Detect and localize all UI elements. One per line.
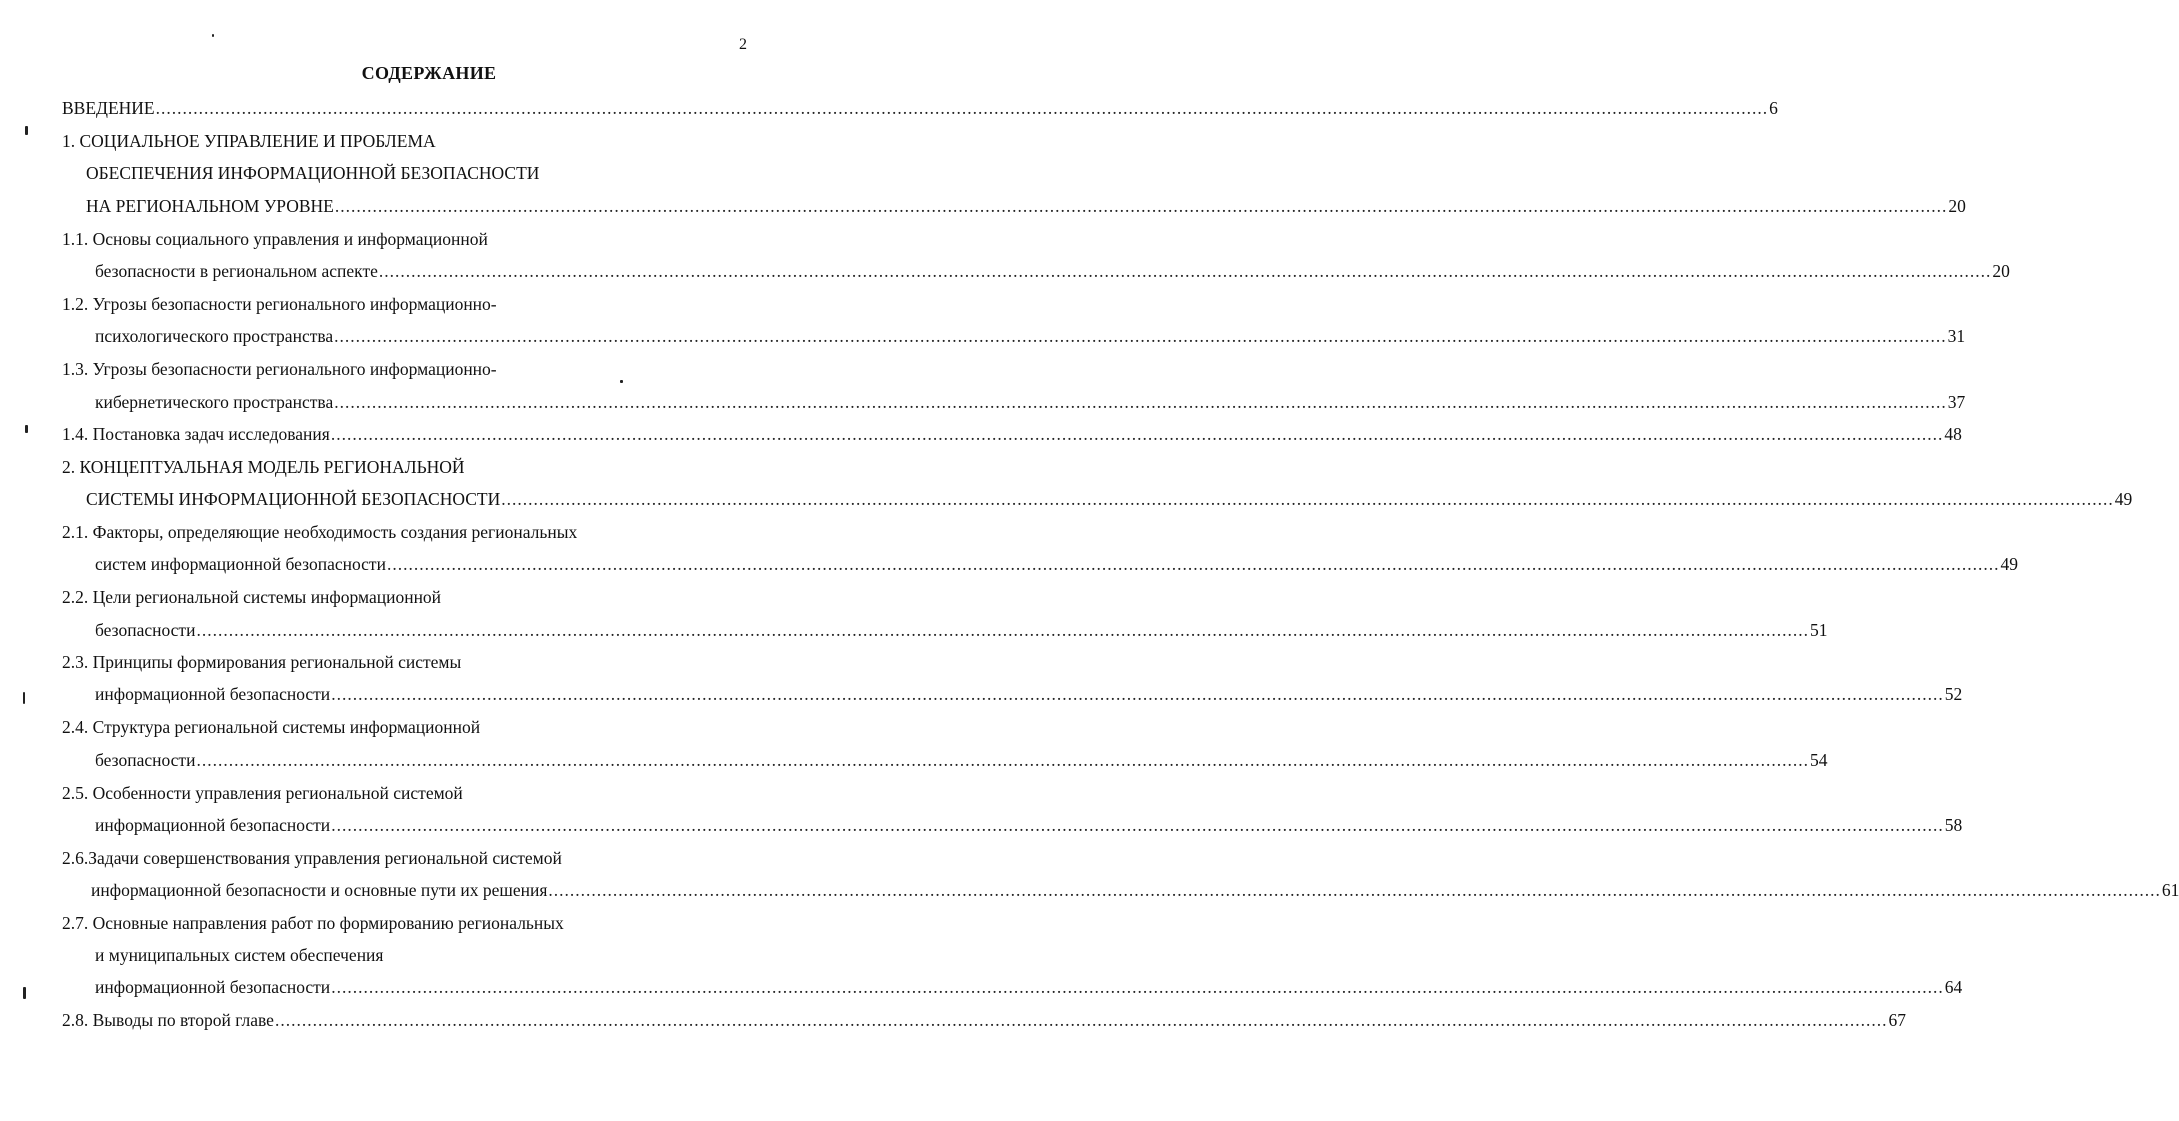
toc-entry: [62, 1008, 1906, 1032]
toc-entry-page-number: 6: [1769, 98, 1778, 118]
dot-leader: ............................................................................................................................................................................................................................................................................................................: [378, 261, 1992, 281]
toc-entry: [95, 975, 1963, 999]
toc-entry: [86, 161, 539, 185]
toc-entry-text: 2.1. Факторы, определяющие необходимость создания региональных: [62, 522, 578, 542]
toc-entry-page-number: 49: [2114, 489, 2133, 509]
toc-entry: [95, 552, 2018, 576]
toc-entry: [62, 292, 497, 316]
toc-entry: [86, 487, 2133, 511]
toc-entry-text: 1.2. Угрозы безопасности регионального информационно-: [62, 294, 497, 314]
dot-leader: ............................................................................................................................................................................................................................................................................................................: [501, 489, 2114, 509]
toc-title: СОДЕРЖАНИЕ: [361, 63, 497, 83]
toc-entry-page-number: 51: [1809, 620, 1828, 640]
toc-entry-text: НА РЕГИОНАЛЬНОМ УРОВНЕ: [86, 196, 334, 216]
toc-entry: [95, 324, 1966, 348]
toc-entry-text: и муниципальных систем обеспечения: [95, 945, 384, 965]
toc-entry: [91, 878, 2179, 902]
toc-entry-page-number: 31: [1947, 326, 1966, 346]
toc-entry-text: систем информационной безопасности: [95, 554, 386, 574]
toc-entry-text: безопасности в региональном аспекте: [95, 261, 378, 281]
toc-entry-text: 2.7. Основные направления работ по формированию региональных: [62, 913, 564, 933]
toc-entry-text: безопасности: [95, 750, 196, 770]
dot-leader: ............................................................................................................................................................................................................................................................................................................: [334, 392, 1947, 412]
toc-entry-page-number: 49: [2000, 554, 2018, 574]
toc-entry-text: 2.2. Цели региональной системы информационной: [62, 587, 442, 607]
dot-leader: ............................................................................................................................................................................................................................................................................................................: [330, 424, 1944, 444]
toc-entry: [62, 911, 564, 935]
dot-leader: ............................................................................................................................................................................................................................................................................................................: [331, 977, 1944, 997]
toc-entry-text: ОБЕСПЕЧЕНИЯ ИНФОРМАЦИОННОЙ БЕЗОПАСНОСТИ: [86, 163, 540, 183]
toc-entry-text: 2.5. Особенности управления региональной системой: [62, 783, 463, 803]
dot-leader: ............................................................................................................................................................................................................................................................................................................: [548, 880, 2161, 900]
toc-entry: [62, 422, 1962, 446]
toc-entry-text: 1.3. Угрозы безопасности регионального информационно-: [62, 359, 497, 379]
scan-mark: [25, 425, 28, 433]
toc-entry: [95, 813, 1963, 837]
toc-entry: [62, 357, 497, 381]
toc-entry: [95, 390, 1966, 414]
scan-mark: [23, 987, 26, 999]
dot-leader: ............................................................................................................................................................................................................................................................................................................: [334, 196, 1948, 216]
toc-entry-page-number: 20: [1992, 261, 2010, 281]
dot-leader: ............................................................................................................................................................................................................................................................................................................: [334, 326, 1947, 346]
toc-entry-text: 1. СОЦИАЛЬНОЕ УПРАВЛЕНИЕ И ПРОБЛЕМА: [62, 131, 436, 151]
toc-entry-page-number: 37: [1947, 392, 1966, 412]
toc-entry: [62, 129, 436, 153]
toc-entry: [95, 259, 2010, 283]
dot-leader: ............................................................................................................................................................................................................................................................................................................: [386, 554, 2000, 574]
toc-entry: [95, 682, 1963, 706]
scan-mark: [23, 692, 25, 704]
toc-entry-text: 2.3. Принципы формирования региональной системы: [62, 652, 462, 672]
dot-leader: ............................................................................................................................................................................................................................................................................................................: [331, 684, 1944, 704]
toc-entry-page-number: 64: [1944, 977, 1963, 997]
dot-leader: ............................................................................................................................................................................................................................................................................................................: [155, 98, 1769, 118]
toc-entry-text: 1.1. Основы социального управления и информационной: [62, 229, 488, 249]
toc-entry-page-number: 20: [1948, 196, 1966, 216]
toc-entry-page-number: 52: [1944, 684, 1963, 704]
toc-entry: [62, 96, 1778, 120]
dot-leader: ............................................................................................................................................................................................................................................................................................................: [274, 1010, 1888, 1030]
dot-leader: ............................................................................................................................................................................................................................................................................................................: [331, 815, 1944, 835]
page-number: 2: [739, 36, 747, 53]
toc-entry-text: информационной безопасности: [95, 977, 331, 997]
toc-entry-text: кибернетического пространства: [95, 392, 334, 412]
toc-entry-text: 1.4. Постановка задач исследования: [62, 424, 330, 444]
toc-entry: [95, 618, 1828, 642]
toc-entry-text: информационной безопасности: [95, 684, 331, 704]
scan-mark: [620, 380, 623, 383]
toc-entry-page-number: 61: [2161, 880, 2179, 900]
toc-entry-text: информационной безопасности и основные пути их решения: [91, 880, 548, 900]
toc-entry-page-number: 54: [1809, 750, 1828, 770]
toc-entry-text: безопасности: [95, 620, 196, 640]
toc-entry-text: психологического пространства: [95, 326, 334, 346]
toc-entry: [62, 715, 480, 739]
toc-entry-text: ВВЕДЕНИЕ: [62, 98, 155, 118]
toc-entry-text: СИСТЕМЫ ИНФОРМАЦИОННОЙ БЕЗОПАСНОСТИ: [86, 489, 501, 509]
toc-entry-page-number: 67: [1888, 1010, 1906, 1030]
toc-entry-text: информационной безопасности: [95, 815, 331, 835]
toc-entry-text: 2.6.Задачи совершенствования управления региональной системой: [62, 848, 562, 868]
toc-entry: [95, 748, 1828, 772]
toc-entry-text: 2. КОНЦЕПТУАЛЬНАЯ МОДЕЛЬ РЕГИОНАЛЬНОЙ: [62, 457, 465, 477]
toc-entry-text: 2.4. Структура региональной системы информационной: [62, 717, 481, 737]
toc-entry: [62, 455, 465, 479]
toc-entry: [62, 585, 441, 609]
toc-entry: [62, 781, 463, 805]
toc-entry-page-number: 58: [1944, 815, 1963, 835]
toc-entry: [62, 650, 461, 674]
toc-entry: [62, 846, 562, 870]
scan-mark: [212, 34, 214, 37]
toc-entry: [95, 943, 383, 967]
dot-leader: ............................................................................................................................................................................................................................................................................................................: [196, 620, 1809, 640]
toc-entry: [62, 227, 488, 251]
toc-entry-page-number: 48: [1944, 424, 1962, 444]
toc-entry: [86, 194, 1966, 218]
toc-entry: [62, 520, 577, 544]
dot-leader: ............................................................................................................................................................................................................................................................................................................: [196, 750, 1809, 770]
scan-mark: [25, 126, 28, 135]
toc-entry-text: 2.8. Выводы по второй главе: [62, 1010, 274, 1030]
